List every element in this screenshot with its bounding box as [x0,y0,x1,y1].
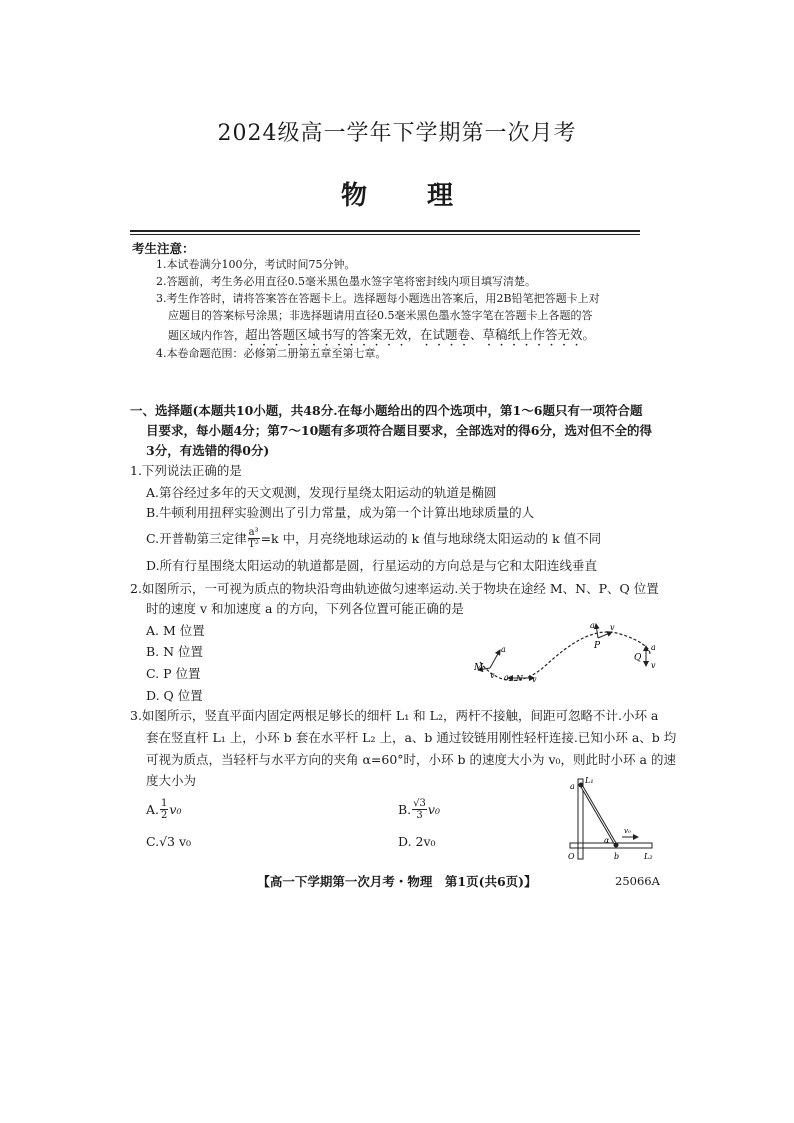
exam-title: 2024级高一学年下学期第一次月考 [217,121,577,146]
q2-label-m-a: a [501,645,506,654]
q1-option-c [146,527,601,550]
section-1-line-1: 一、选择题(本题共10小题，共48分.在每小题给出的四个选项中，第1～6题只有一项符合题 [130,403,643,418]
q2-label-q-v: v [651,661,656,670]
notice-item-3-line2: 应题目的答案标号涂黑；非选择题请用直径0.5毫米黑色墨水签字笔在答题卡上各题的答 [168,309,593,322]
notice-item-1: 1.本试卷满分100分，考试时间75分钟。 [156,258,356,271]
exam-subject: 物理 [340,181,513,211]
q3-rods-figure [560,775,660,865]
q2-p-accel-arrow [596,624,598,638]
q1-stem: 1.下列说法正确的是 [130,463,242,478]
q3-label-o: O [568,852,575,861]
q3-option-a [146,798,181,821]
q3-a-den: 2 [161,810,168,821]
section-1-line-2: 目要求，每小题4分；第7～10题有多项符合题目要求，全部选对的得6分，选对但不全的得 [146,423,652,438]
q3-ring-b [614,843,619,848]
q2-label-q: Q [634,653,642,663]
header-rule [130,230,640,232]
q3-option-a-tail: v₀ [169,801,182,817]
q3-stem-4: 度大小为 [146,773,197,788]
q3-vertical-rod [578,779,583,859]
q2-option-d: D. Q 位置 [146,688,203,703]
q3-option-b-label: B. [398,801,412,817]
q3-label-v0: v₀ [624,827,631,835]
notice-item-3: 3.考生作答时，请将答案答在答题卡上。选择题每小题选出答案后，用2B铅笔把答题卡上对 [156,292,600,305]
q3-option-d: D. 2v₀ [398,834,436,849]
q1-option-b: B.牛顿利用扭秤实验测出了引力常量，成为第一个计算出地球质量的人 [146,505,535,520]
notice-heading: 考生注意： [132,241,195,256]
q3-label-l1: L₁ [585,776,594,785]
q2-option-c: C. P 位置 [146,666,201,681]
page-footer: 【高一下学期第一次月考・物理 第1页(共6页)】 [257,874,537,889]
q3-option-a-label: A. [146,801,160,817]
q3-option-b-fraction [412,798,427,821]
q3-ring-a [579,783,584,788]
q3-label-b: b [614,852,620,861]
q3-label-alpha: α [604,836,610,845]
q3-stem-1: 3.如图所示，竖直平面内固定两根足够长的细杆 L₁ 和 L₂，两杆不接触，间距可忽略不计.小环 a [130,708,659,723]
q3-a-num: 1 [161,798,168,809]
q2-trajectory-figure [470,618,680,690]
notice-item-3-line3-start: 题区域内作答， [168,329,245,342]
q2-stem-1: 2.如图所示，一可视为质点的物块沿弯曲轨迹做匀速率运动.关于物块在途经 M、N、P、Q 位置 [130,581,659,596]
q2-option-b: B. N 位置 [146,644,204,659]
q3-stem-3: 可视为质点，当轻杆与水平方向的夹角 α=60°时，小环 b 的速度大小为 v₀，则此时小环 a 的速 [146,752,676,767]
q1-option-d: D.所有行星围绕太阳运动的轨道都是圆，行星运动的方向总是与它和太阳连线垂直 [146,558,598,573]
q3-b-num: √3 [413,798,426,809]
q1-option-c-pre: C.开普勒第三定律 [146,530,247,546]
q2-label-m: M [474,663,484,673]
q2-option-a: A. M 位置 [146,623,205,638]
q3-label-l2: L₂ [644,852,653,861]
q2-label-m-v: v [490,671,495,680]
q3-option-a-fraction [160,798,168,821]
q3-option-b-tail: v₀ [427,801,440,817]
q2-m-accel-arrow [490,650,500,668]
q3-light-rod-inner [581,785,616,845]
exam-code: 25066A [615,874,660,888]
q3-label-a: a [570,782,575,791]
q3-b-den: 3 [416,810,423,821]
notice-emphasis: 超出答题区域书写的答案无效，在试题卷、草稿纸上作答无效。 [245,327,596,342]
q2-label-p-v: v [610,623,615,632]
notice-item-2: 2.答题前，考生务必用直径0.5毫米黑色墨水签字笔将密封线内项目填写清楚。 [156,275,536,288]
q2-label-n: N [516,674,523,683]
q2-label-p: P [594,641,601,651]
q3-option-b [398,798,440,821]
q1-option-a: A.第谷经过多年的天文观测，发现行星绕太阳运动的轨道是椭圆 [146,485,497,500]
q1-frac-num: a³ [248,527,259,538]
q2-label-n-a: a [504,673,509,682]
q1-frac-den: T² [248,539,259,550]
q1-option-c-post: =k 中，月亮绕地球运动的 k 值与地球绕太阳运动的 k 值不同 [260,530,602,546]
q2-label-q-a: a [651,643,656,652]
q3-option-c: C.√3 v₀ [146,834,192,849]
q2-label-n-v: v [532,675,537,684]
q3-stem-2: 套在竖直杆 L₁ 上，小环 b 套在水平杆 L₂ 上，a、b 通过铰链用刚性轻杆连接.已知小环 a、b 均 [146,730,677,745]
header-rule-thin [130,234,640,235]
q1-kepler-fraction [248,527,260,550]
q2-label-p-a: a [590,621,595,630]
section-1-line-3: 3分，有选错的得0分) [146,443,270,458]
q3-horizontal-rod [570,843,652,848]
notice-item-4: 4.本卷命题范围：必修第二册第五章至第七章。 [156,347,387,360]
q2-stem-2: 时的速度 v 和加速度 a 的方向，下列各位置可能正确的是 [146,601,464,616]
